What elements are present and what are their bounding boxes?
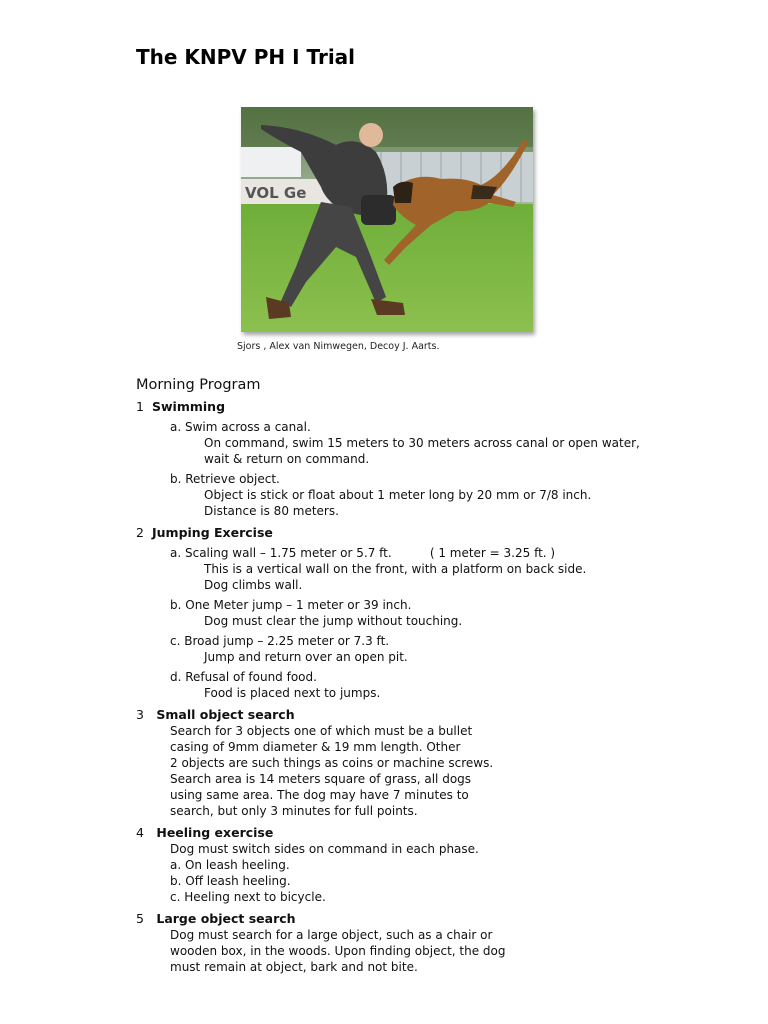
list-item	[170, 669, 736, 701]
item-detail: Distance is 80 meters.	[204, 504, 339, 518]
item-label: d. Refusal of found food.	[170, 670, 317, 684]
section-title: Large object search	[156, 911, 296, 926]
section-number: 3	[136, 707, 144, 722]
section-heading	[136, 911, 736, 927]
section-text: a. On leash heeling.	[170, 858, 290, 872]
section-number: 5	[136, 911, 144, 926]
list-item	[170, 419, 736, 467]
item-label: a. Scaling wall – 1.75 meter or 5.7 ft. ( 1 meter = 3.25 ft. )	[170, 546, 556, 560]
section-swimming	[136, 399, 736, 519]
section-text: search, but only 3 minutes for full points.	[170, 804, 418, 818]
item-detail: wait & return on command.	[204, 452, 370, 466]
item-label: b. Retrieve object.	[170, 472, 280, 486]
section-heading	[136, 825, 736, 841]
morning-program	[136, 377, 736, 981]
section-text: 2 objects are such things as coins or machine screws.	[170, 756, 494, 770]
item-detail: Object is stick or float about 1 meter long by 20 mm or 7/8 inch.	[204, 488, 592, 502]
section-text: b. Off leash heeling.	[170, 874, 291, 888]
section-heeling	[136, 825, 736, 905]
section-number: 2	[136, 525, 144, 540]
section-text: Dog must search for a large object, such as a chair or	[170, 928, 493, 942]
item-detail: Food is placed next to jumps.	[204, 686, 381, 700]
item-detail: Dog must clear the jump without touching.	[204, 614, 463, 628]
section-number: 1	[136, 399, 144, 414]
section-title: Swimming	[152, 399, 226, 414]
section-title: Small object search	[156, 707, 295, 722]
section-heading	[136, 525, 736, 541]
section-heading	[136, 399, 736, 415]
section-title: Jumping Exercise	[152, 525, 273, 540]
section-text: must remain at object, bark and not bite.	[170, 960, 418, 974]
item-label: b. One Meter jump – 1 meter or 39 inch.	[170, 598, 412, 612]
document-title: The KNPV PH I Trial	[136, 45, 356, 69]
section-text: Dog must switch sides on command in each phase.	[170, 842, 479, 856]
section-number: 4	[136, 825, 144, 840]
section-jumping	[136, 525, 736, 701]
section-text: casing of 9mm diameter & 19 mm length. Other	[170, 740, 461, 754]
item-detail: Jump and return over an open pit.	[204, 650, 408, 664]
section-text: Search for 3 objects one of which must be a bullet	[170, 724, 473, 738]
section-large-object-search	[136, 911, 736, 975]
section-title: Heeling exercise	[156, 825, 274, 840]
section-text: Search area is 14 meters square of grass, all dogs	[170, 772, 472, 786]
photo-sign-text: VOL Ge	[245, 184, 307, 202]
item-label: c. Broad jump – 2.25 meter or 7.3 ft.	[170, 634, 390, 648]
list-item	[170, 545, 736, 593]
item-detail: Dog climbs wall.	[204, 578, 303, 592]
section-text: wooden box, in the woods. Upon finding object, the dog	[170, 944, 506, 958]
item-detail: On command, swim 15 meters to 30 meters across canal or open water,	[204, 436, 640, 450]
item-detail: This is a vertical wall on the front, with a platform on back side.	[204, 562, 587, 576]
photo-caption: Sjors , Alex van Nimwegen, Decoy J. Aarts.	[237, 341, 440, 352]
item-label: a. Swim across a canal.	[170, 420, 311, 434]
photo-illustration	[241, 107, 533, 332]
program-heading: Morning Program	[136, 377, 261, 393]
section-small-object-search	[136, 707, 736, 819]
list-item	[170, 633, 736, 665]
list-item	[170, 597, 736, 629]
section-text: c. Heeling next to bicycle.	[170, 890, 326, 904]
trial-photo	[241, 107, 533, 332]
section-heading	[136, 707, 736, 723]
list-item	[170, 471, 736, 519]
section-text: using same area. The dog may have 7 minutes to	[170, 788, 469, 802]
